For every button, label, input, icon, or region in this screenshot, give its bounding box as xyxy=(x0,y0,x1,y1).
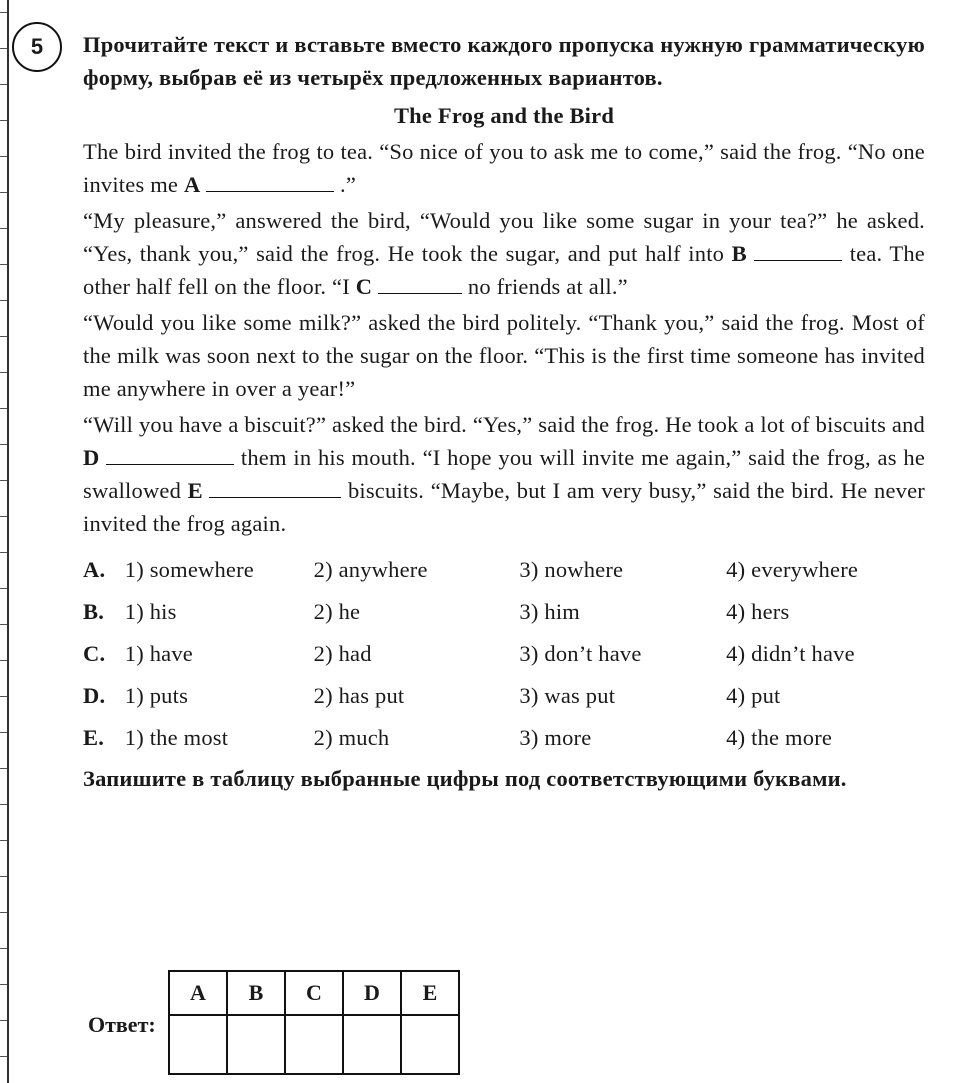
options-row-a xyxy=(83,548,925,590)
option-b-2[interactable]: 2) he xyxy=(313,598,361,624)
margin-tick xyxy=(0,876,7,877)
task-content xyxy=(83,28,925,795)
margin-tick xyxy=(0,624,7,625)
answer-col-d: D xyxy=(343,971,401,1015)
option-b-1[interactable]: 1) his xyxy=(124,598,177,624)
gap-label-c: C xyxy=(355,274,373,299)
margin-tick xyxy=(0,1020,7,1021)
gap-label-d: D xyxy=(83,445,100,470)
margin-tick xyxy=(0,12,7,13)
margin-tick xyxy=(0,804,7,805)
margin-tick xyxy=(0,660,7,661)
margin-tick xyxy=(0,372,7,373)
margin-tick xyxy=(0,768,7,769)
options-row-d xyxy=(83,674,925,716)
answer-table-input-row xyxy=(169,1015,459,1074)
story-title: The Frog and the Bird xyxy=(393,103,615,128)
gap-label-a: A xyxy=(183,172,201,197)
option-b-4[interactable]: 4) hers xyxy=(726,598,790,624)
story-paragraph-3: “Would you like some milk?” asked the bird politely. “Thank you,” said the frog. Most of the milk was soon next to the sugar on the floor. “This is the first time someone has invited me anywhere in over a year!” xyxy=(83,310,925,401)
gap-c-blank[interactable] xyxy=(378,273,462,294)
margin-tick xyxy=(0,408,7,409)
task-number-badge xyxy=(12,22,62,72)
gap-label-b: B xyxy=(731,241,747,266)
margin-tick xyxy=(0,264,7,265)
task-instruction: Прочитайте текст и вставьте вместо каждого пропуска нужную грамматическую форму, выбрав её из четырёх предложенных вариантов. xyxy=(83,32,925,90)
answer-cell-d[interactable] xyxy=(343,1015,401,1074)
task-number: 5 xyxy=(30,34,44,59)
option-d-2[interactable]: 2) has put xyxy=(313,682,405,708)
answer-cell-b[interactable] xyxy=(227,1015,285,1074)
margin-tick xyxy=(0,732,7,733)
option-c-4[interactable]: 4) didn’t have xyxy=(726,640,855,666)
margin-tick xyxy=(0,1056,7,1057)
margin-tick xyxy=(0,912,7,913)
margin-tick xyxy=(0,948,7,949)
gap-b-blank[interactable] xyxy=(754,240,842,261)
option-e-3[interactable]: 3) more xyxy=(519,724,592,750)
answer-table xyxy=(168,970,460,1075)
margin-tick xyxy=(0,984,7,985)
answer-cell-c[interactable] xyxy=(285,1015,343,1074)
answer-options xyxy=(83,548,925,758)
option-letter: D. xyxy=(83,682,106,708)
option-c-3[interactable]: 3) don’t have xyxy=(519,640,642,666)
answer-col-c: C xyxy=(285,971,343,1015)
gap-a-blank[interactable] xyxy=(206,171,334,192)
answer-label: Ответ: xyxy=(88,1012,156,1037)
option-letter: C. xyxy=(83,640,106,666)
option-c-2[interactable]: 2) had xyxy=(313,640,372,666)
options-row-b xyxy=(83,590,925,632)
margin-tick xyxy=(0,48,7,49)
option-e-4[interactable]: 4) the more xyxy=(726,724,833,750)
story-paragraph-2: “My pleasure,” answered the bird, “Would you like some sugar in your tea?” he asked. “Yes, thank you,” said the frog. He took the sugar, and put half into B tea. The other half fell on the floor. “I C no friends at all.” xyxy=(83,208,925,299)
margin-tick xyxy=(0,228,7,229)
margin-tick xyxy=(0,300,7,301)
margin-ticks xyxy=(0,0,8,1083)
option-d-4[interactable]: 4) put xyxy=(726,682,781,708)
margin-tick xyxy=(0,192,7,193)
gap-e-blank[interactable] xyxy=(209,477,341,498)
option-a-2[interactable]: 2) anywhere xyxy=(313,556,428,582)
option-a-4[interactable]: 4) everywhere xyxy=(726,556,859,582)
margin-tick xyxy=(0,516,7,517)
margin-tick xyxy=(0,552,7,553)
option-d-1[interactable]: 1) puts xyxy=(124,682,189,708)
option-c-1[interactable]: 1) have xyxy=(124,640,193,666)
answer-col-e: E xyxy=(401,971,459,1015)
option-letter: B. xyxy=(83,598,105,624)
option-d-3[interactable]: 3) was put xyxy=(519,682,616,708)
margin-tick xyxy=(0,156,7,157)
answer-table-header xyxy=(169,971,459,1015)
margin-tick xyxy=(0,120,7,121)
margin-tick xyxy=(0,84,7,85)
margin-tick xyxy=(0,480,7,481)
options-row-c xyxy=(83,632,925,674)
answer-cell-e[interactable] xyxy=(401,1015,459,1074)
option-a-3[interactable]: 3) nowhere xyxy=(519,556,624,582)
options-row-e xyxy=(83,716,925,758)
story-paragraph-4: “Will you have a biscuit?” asked the bird. “Yes,” said the frog. He took a lot of biscuits and D them in his mouth. “I hope you will invite me again,” said the frog, as he swallowed E biscuits. “Maybe, but I am very busy,” said the bird. He never invited the frog again. xyxy=(83,412,926,536)
story-paragraph-1: The bird invited the frog to tea. “So nice of you to ask me to come,” said the frog. “No one invites me A .” xyxy=(83,139,925,197)
option-e-2[interactable]: 2) much xyxy=(313,724,390,750)
margin-tick xyxy=(0,336,7,337)
gap-d-blank[interactable] xyxy=(106,444,234,465)
margin-tick xyxy=(0,696,7,697)
option-letter: A. xyxy=(83,556,106,582)
option-letter: E. xyxy=(83,724,105,750)
answer-col-b: B xyxy=(227,971,285,1015)
option-a-1[interactable]: 1) somewhere xyxy=(124,556,254,582)
margin-tick xyxy=(0,444,7,445)
answer-col-a: A xyxy=(169,971,227,1015)
write-instruction: Запишите в таблицу выбранные цифры под соответствующими буквами. xyxy=(83,766,847,791)
option-e-1[interactable]: 1) the most xyxy=(124,724,229,750)
margin-tick xyxy=(0,840,7,841)
gap-label-e: E xyxy=(187,478,203,503)
answer-cell-a[interactable] xyxy=(169,1015,227,1074)
margin-tick xyxy=(0,588,7,589)
option-b-3[interactable]: 3) him xyxy=(519,598,580,624)
